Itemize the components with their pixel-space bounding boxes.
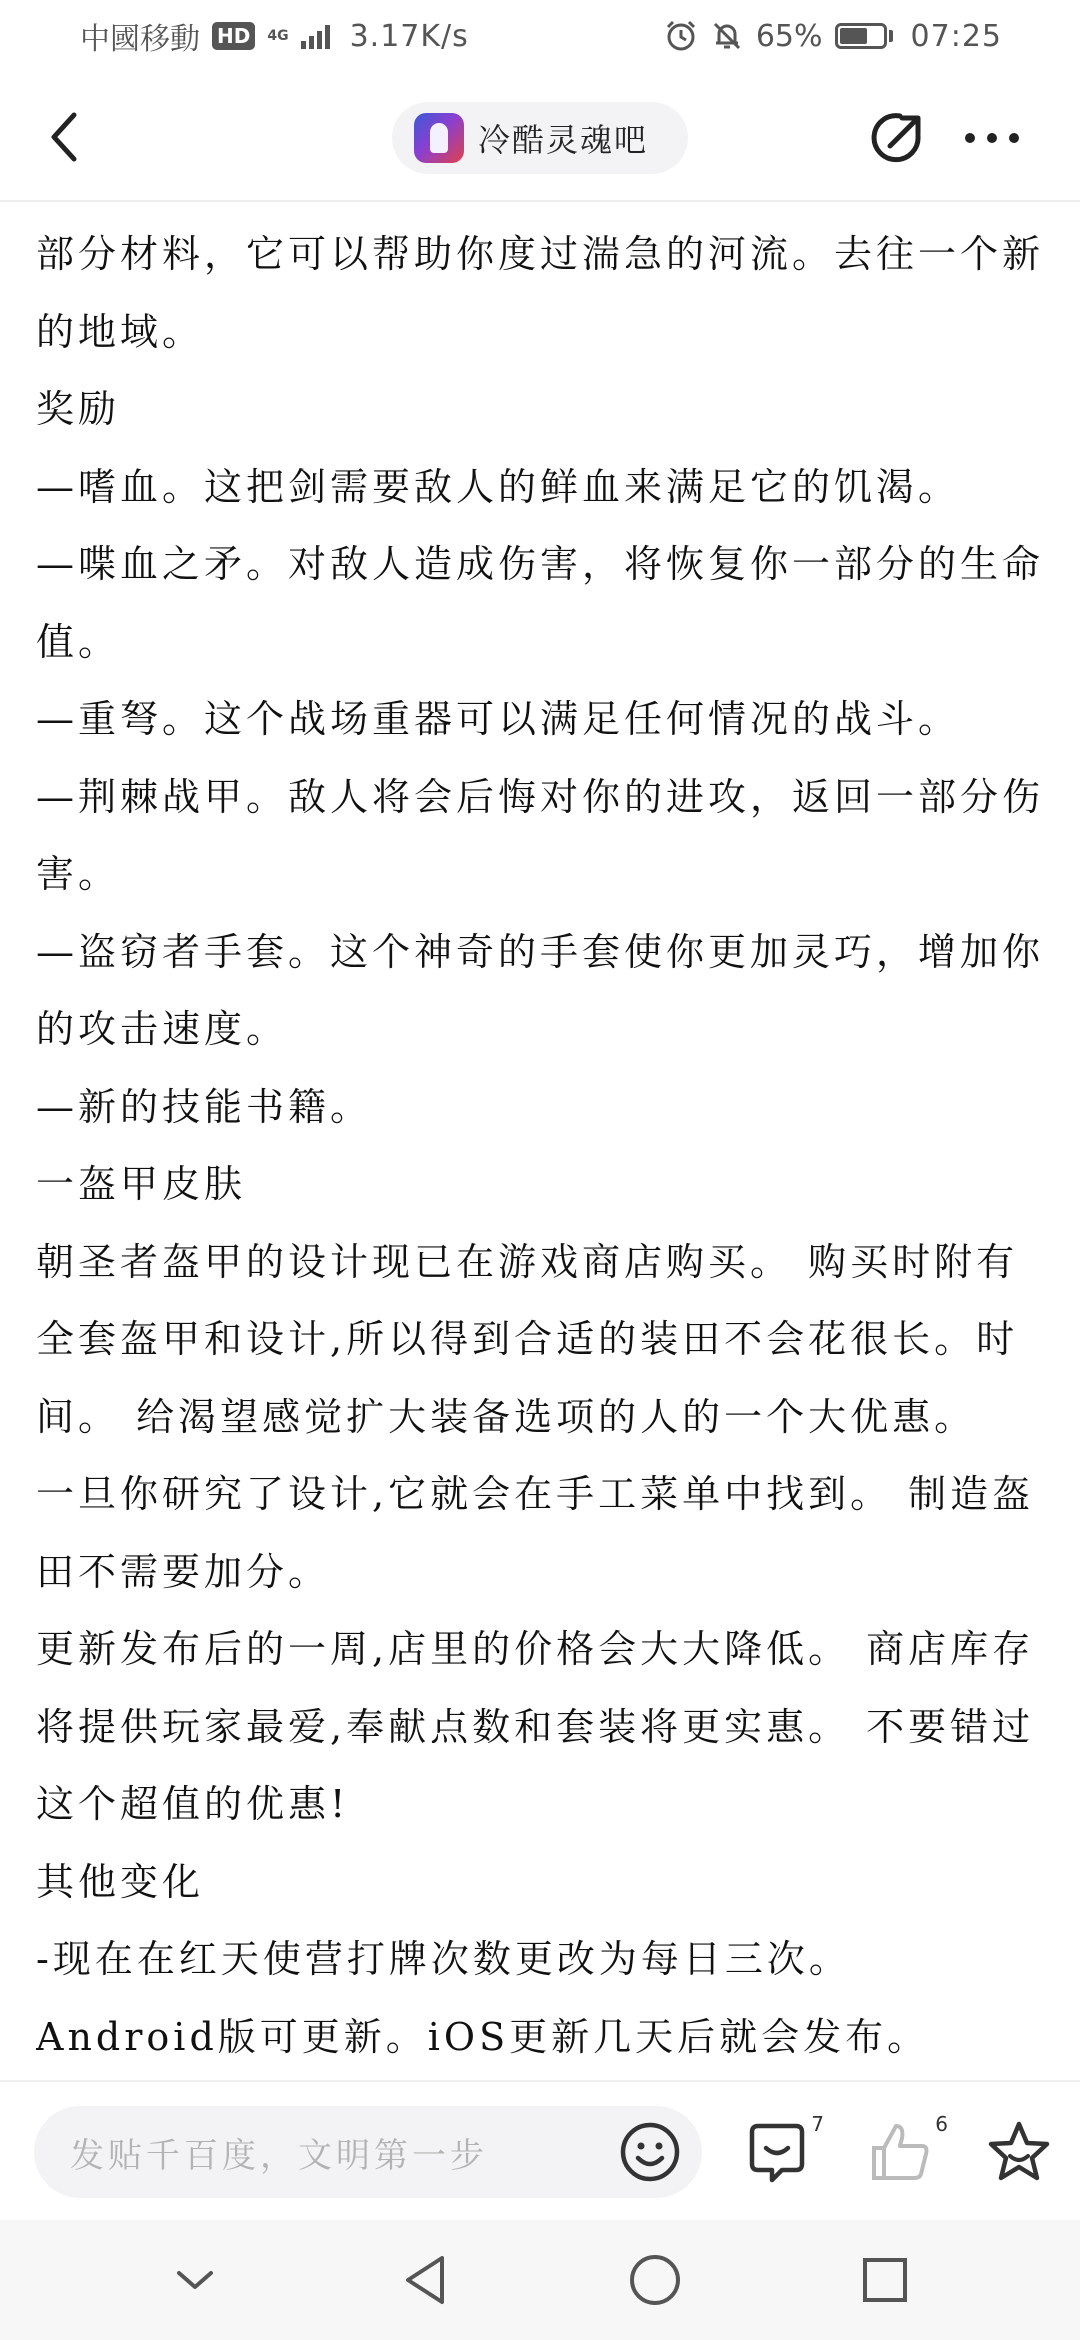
mute-bell-icon <box>710 19 744 53</box>
reply-input[interactable] <box>34 2106 702 2198</box>
home-circle-icon <box>627 2252 683 2308</box>
post-paragraph: 更新发布后的一周,店里的价格会大大降低。 商店库存将提供玩家最爱,奉献点数和套装将更实惠。 不要错过这个超值的优惠! <box>36 1627 1035 1826</box>
forum-avatar <box>414 113 464 163</box>
status-left <box>80 14 469 58</box>
share-button[interactable] <box>866 106 930 170</box>
forum-name: 冷酷灵魂吧 <box>478 121 649 159</box>
battery-icon <box>835 23 893 49</box>
reward-item: —嗜血。这把剑需要敌人的鲜血来满足它的饥渴。 <box>36 464 961 509</box>
back-icon <box>46 109 82 165</box>
section-heading: 奖励 <box>36 387 121 431</box>
status-bar <box>0 0 1080 72</box>
post-paragraph: 部分材料，它可以帮助你度过湍急的河流。去往一个新的地域。 <box>36 232 1045 354</box>
nav-recents-button[interactable] <box>853 2248 917 2312</box>
post-paragraph: 朝圣者盔甲的设计现已在游戏商店购买。 购买时附有全套盔甲和设计,所以得到合适的装田不会花很长。时间。 给渴望感觉扩大装备选项的人的一个大优惠。 <box>36 1239 1019 1439</box>
network-speed: 3.17K/s <box>349 18 469 54</box>
battery-percent: 65% <box>755 18 823 54</box>
back-button[interactable] <box>36 104 92 170</box>
post-content <box>36 216 1056 2072</box>
post-paragraph: 一旦你研究了设计,它就会在手工菜单中找到。 制造盔田不需要加分。 <box>36 1472 1035 1594</box>
emoji-icon <box>616 2118 684 2186</box>
hd-badge: HD <box>212 22 255 50</box>
post-paragraph: -现在在红天使营打牌次数更改为每日三次。 <box>36 1937 851 1981</box>
nav-collapse-button[interactable] <box>163 2248 227 2312</box>
signal-icon <box>301 23 330 49</box>
favorite-button[interactable] <box>984 2118 1054 2188</box>
emoji-button[interactable] <box>616 2118 684 2186</box>
forum-pill[interactable] <box>392 102 688 174</box>
back-triangle-icon <box>400 2252 450 2308</box>
more-button[interactable] <box>960 106 1024 170</box>
reward-item: —重弩。这个战场重器可以满足任何情况的战斗。 <box>36 697 961 741</box>
carrier-label: 中國移動 <box>80 22 200 57</box>
alarm-icon <box>664 19 698 53</box>
collapse-icon <box>173 2265 217 2295</box>
reward-item: —荆棘战甲。敌人将会后悔对你的进攻，返回一部分伤害。 <box>36 774 1045 896</box>
reward-item: —喋血之矛。对敌人造成伤害，将恢复你一部分的生命值。 <box>36 542 1045 664</box>
system-nav-bar <box>0 2220 1080 2340</box>
reward-item: —新的技能书籍。 <box>36 1084 373 1129</box>
like-count: 6 <box>935 2112 948 2136</box>
nav-back-button[interactable] <box>393 2248 457 2312</box>
bottom-action-bar <box>0 2080 1080 2220</box>
comment-count: 7 <box>811 2112 824 2136</box>
like-icon <box>866 2118 936 2188</box>
clock: 07:25 <box>910 18 1002 54</box>
nav-home-button[interactable] <box>623 2248 687 2312</box>
like-button[interactable] <box>866 2112 948 2188</box>
star-icon <box>984 2118 1054 2188</box>
section-heading: 其他变化 <box>36 1859 205 1904</box>
section-heading: 一盔甲皮肤 <box>36 1162 247 1206</box>
comment-icon <box>742 2118 812 2188</box>
recents-square-icon <box>859 2254 911 2306</box>
comment-button[interactable] <box>742 2112 824 2188</box>
more-icon <box>960 106 1024 170</box>
post-paragraph: Android版可更新。iOS更新几天后就会发布。 <box>36 2014 930 2059</box>
reward-item: —盗窃者手套。这个神奇的手套使你更加灵巧，增加你的攻击速度。 <box>36 929 1045 1051</box>
share-icon <box>866 106 930 170</box>
reply-placeholder: 发贴千百度，文明第一步 <box>70 2135 488 2176</box>
network-type: 4G <box>267 28 289 44</box>
status-right <box>664 19 1002 54</box>
top-bar <box>0 72 1080 202</box>
